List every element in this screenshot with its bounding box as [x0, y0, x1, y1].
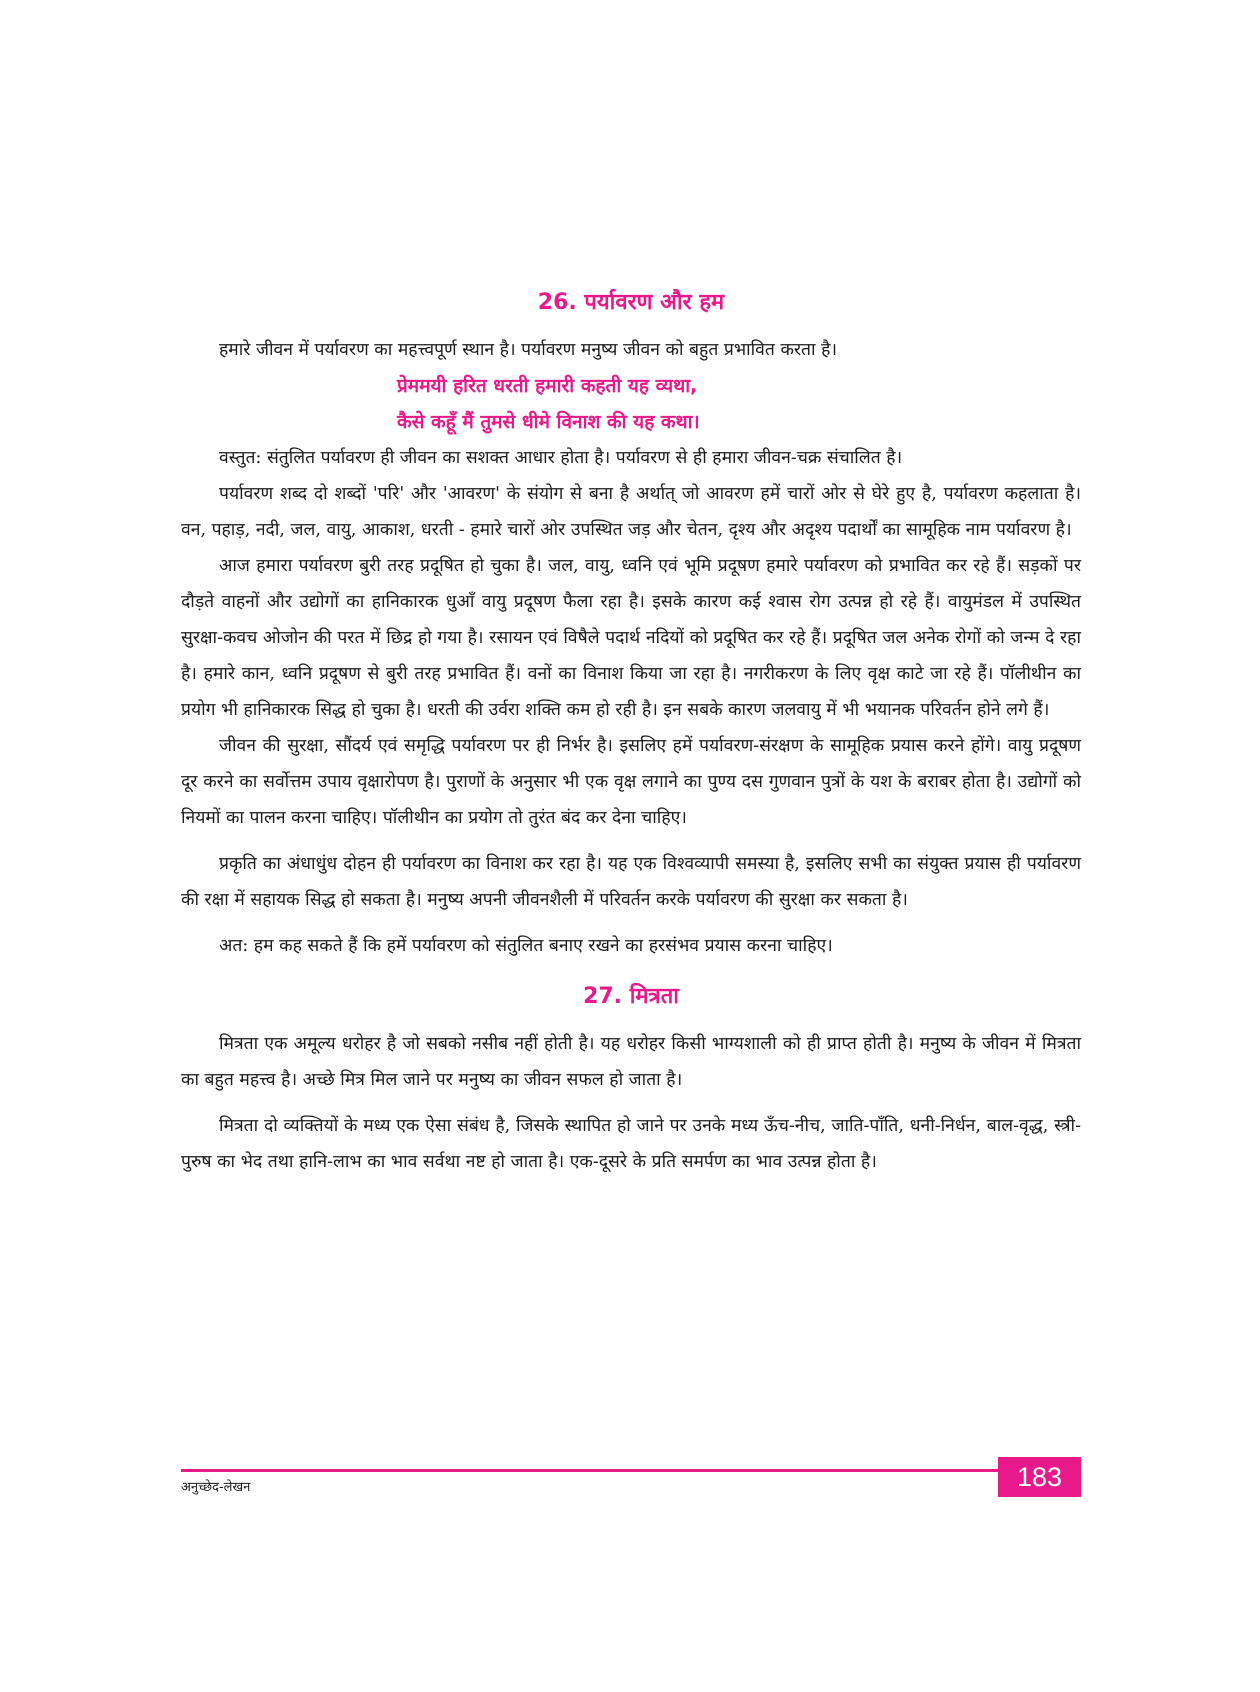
paragraph-intro: हमारे जीवन में पर्यावरण का महत्त्वपूर्ण स्थान है। पर्यावरण मनुष्य जीवन को बहुत प्रभावित करता है। — [219, 340, 838, 360]
paragraph: आज हमारा पर्यावरण बुरी तरह प्रदूषित हो चुका है। जल, वायु, ध्वनि एवं भूमि प्रदूषण हमारे पर्यावरण को प्रभावित कर रहे हैं। सड़कों पर दौड़ते वाहनों और उद्योगों का हानिकारक धुआँ वायु प्रदूषण फैला रहा है। इसके कारण कई श्वास रोग उत्पन्न हो रहे हैं। वायुमंडल में उपस्थित सुरक्षा-कवच ओजोन की परत में छिद्र हो गया है। रसायन एवं विषैले पदार्थ नदियों को प्रदूषित कर रहे हैं। प्रदूषित जल अनेक रोगों को जन्म दे रहा है। हमारे कान, ध्वनि प्रदूषण से बुरी तरह प्रभावित हैं। वनों का विनाश किया जा रहा है। नगरीकरण के लिए वृक्ष काटे जा रहे हैं। पॉलीथीन का प्रयोग भी हानिकारक सिद्ध हो चुका है। धरती की उर्वरा शक्ति कम हो रही है। इन सबके कारण जलवायु में भी भयानक परिवर्तन होने लगे हैं। — [181, 556, 1081, 720]
paragraph: मित्रता दो व्यक्तियों के मध्य एक ऐसा संबंध है, जिसके स्थापित हो जाने पर उनके मध्य ऊँच-नीच, जाति-पाँति, धनी-निर्धन, बाल-वृद्ध, स्त्री-पुरुष का भेद तथा हानि-लाभ का भाव सर्वथा नष्ट हो जाता है। एक-दूसरे के प्रति समर्पण का भाव उत्पन्न होता है। — [181, 1116, 1081, 1172]
paragraph: जीवन की सुरक्षा, सौंदर्य एवं समृद्धि पर्यावरण पर ही निर्भर है। इसलिए हमें पर्यावरण-संरक्षण के सामूहिक प्रयास करने होंगे। वायु प्रदूषण दूर करने का सर्वोत्तम उपाय वृक्षारोपण है। पुराणों के अनुसार भी एक वृक्ष लगाने का पुण्य दस गुणवान पुत्रों के यश के बराबर होता है। उद्योगों को नियमों का पालन करना चाहिए। पॉलीथीन का प्रयोग तो तुरंत बंद कर देना चाहिए। — [181, 736, 1081, 828]
footer-rule — [181, 1469, 1001, 1472]
paragraph: पर्यावरण शब्द दो शब्दों 'परि' और 'आवरण' के संयोग से बना है अर्थात् जो आवरण हमें चारों ओर से घेरे हुए है, पर्यावरण कहलाता है। वन, पहाड़, नदी, जल, वायु, आकाश, धरती - हमारे चारों ओर उपस्थित जड़ और चेतन, दृश्य और अदृश्य पदार्थों का सामूहिक नाम पर्यावरण है। — [181, 484, 1081, 540]
verse-line-1: प्रेममयी हरित धरती हमारी कहती यह व्यथा, — [397, 375, 698, 397]
paragraph: प्रकृति का अंधाधुंध दोहन ही पर्यावरण का विनाश कर रहा है। यह एक विश्वव्यापी समस्या है, इसलिए सभी का संयुक्त प्रयास ही पर्यावरण की रक्षा में सहायक सिद्ध हो सकता है। मनुष्य अपनी जीवनशैली में परिवर्तन करके पर्यावरण की सुरक्षा कर सकता है। — [181, 854, 1081, 910]
paragraph: मित्रता एक अमूल्य धरोहर है जो सबको नसीब नहीं होती है। यह धरोहर किसी भाग्यशाली को ही प्राप्त होती है। मनुष्य के जीवन में मित्रता का बहुत महत्त्व है। अच्छे मित्र मिल जाने पर मनुष्य का जीवन सफल हो जाता है। — [181, 1034, 1081, 1090]
page-content — [181, 288, 1081, 1180]
footer-chapter-label: अनुच्छेद-लेखन — [181, 1480, 251, 1495]
paragraph: अत: हम कह सकते हैं कि हमें पर्यावरण को संतुलित बनाए रखने का हरसंभव प्रयास करना चाहिए। — [219, 936, 833, 956]
verse-block — [181, 368, 1081, 440]
paragraph: वस्तुत: संतुलित पर्यावरण ही जीवन का सशक्त आधार होता है। पर्यावरण से ही हमारा जीवन-चक्र संचालित है। — [219, 448, 903, 468]
section-heading-friendship: 27. मित्रता — [583, 984, 679, 1009]
page-footer — [181, 1457, 1081, 1495]
section-heading-environment: 26. पर्यावरण और हम — [537, 290, 725, 315]
page-number: 183 — [998, 1457, 1081, 1497]
verse-line-2: कैसे कहूँ मैं तुमसे धीमे विनाश की यह कथा। — [397, 411, 700, 433]
